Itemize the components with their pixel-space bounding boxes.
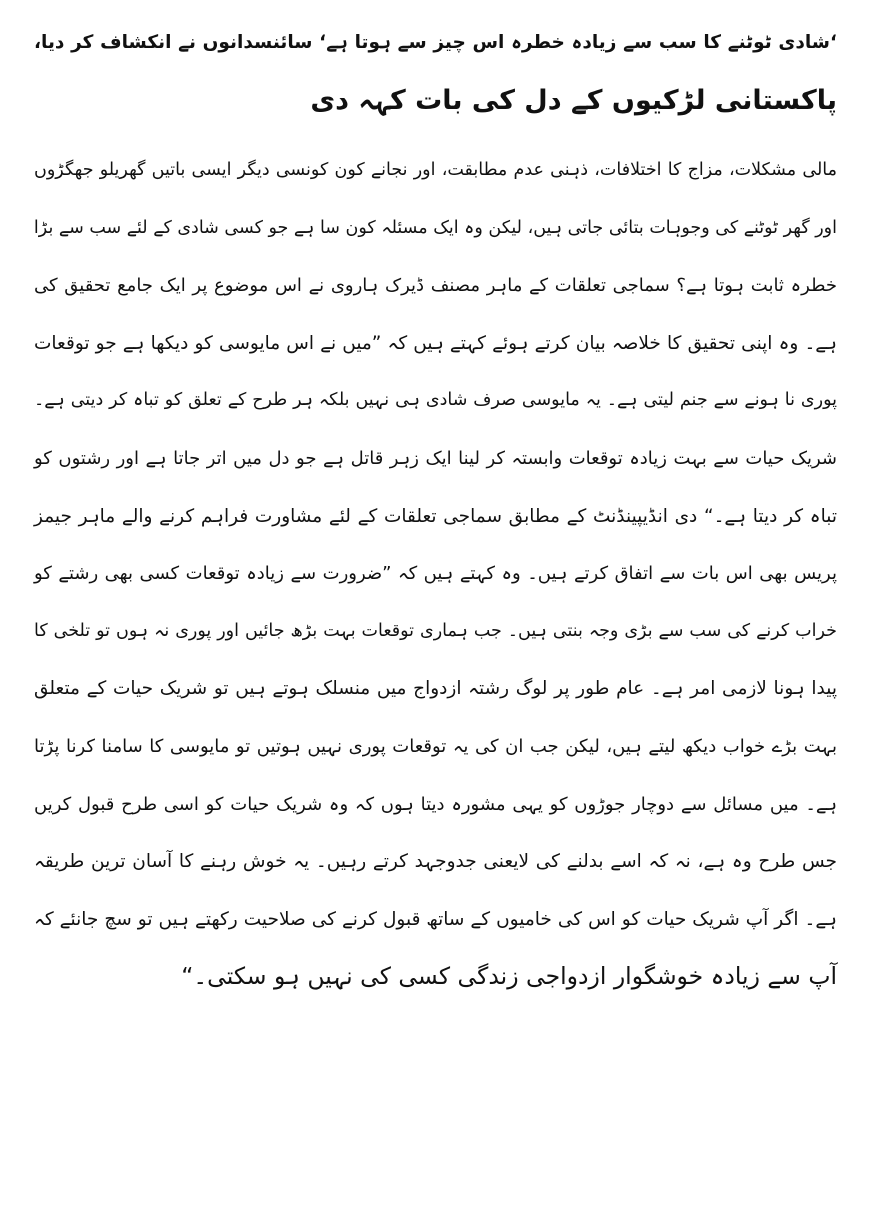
- body-line: بہت بڑے خواب دیکھ لیتے ہیں، لیکن جب ان کی یہ توقعات پوری نہیں ہوتیں تو مایوسی کا سامنا کرنا پڑتا: [34, 735, 837, 757]
- body-line: تباہ کر دیتا ہے۔“ دی انڈیپینڈنٹ کے مطابق سماجی تعلقات کے لئے مشاورت فراہم کرنے والے ماہر جیمز: [34, 505, 837, 527]
- article-body: [34, 142, 837, 1006]
- body-line: مالی مشکلات، مزاج کا اختلافات، ذہنی عدم مطابقت، اور نجانے کون کونسی دیگر ایسی باتیں گھریلو جھگڑوں: [34, 160, 837, 180]
- body-line: ہے۔ وہ اپنی تحقیق کا خلاصہ بیان کرتے ہوئے کہتے ہیں کہ ”میں نے اس مایوسی کو دیکھا ہے جو توقعات: [34, 332, 837, 354]
- body-line: ہے۔ اگر آپ شریک حیات کو اس کی خامیوں کے ساتھ قبول کرنے کی صلاحیت رکھتے ہیں تو سچ جانئے کہ: [34, 908, 837, 930]
- body-line: جس طرح وہ ہے، نہ کہ اسے بدلنے کی لایعنی جدوجہد کرتے رہیں۔ یہ خوش رہنے کا آسان ترین طریقہ: [34, 851, 837, 873]
- body-line: شریک حیات سے بہت زیادہ توقعات وابستہ کر لینا ایک زہر قاتل ہے جو دل میں اتر جاتا ہے اور رشتوں کو: [34, 447, 838, 469]
- headline-line: پاکستانی لڑکیوں کے دل کی بات کہہ دی: [310, 85, 837, 116]
- body-line: خراب کرنے کی سب سے بڑی وجہ بنتی ہیں۔ جب ہماری توقعات بہت بڑھ جائیں اور پوری نہ ہوں تو تلخی کا: [34, 620, 837, 641]
- body-line: خطرہ ثابت ہوتا ہے؟ سماجی تعلقات کے ماہر مصنف ڈیرک ہاروی نے اس موضوع پر ایک جامع تحقیق کی: [34, 275, 837, 297]
- headline-line: ‘شادی ٹوٹنے کا سب سے زیادہ خطرہ اس چیز سے ہوتا ہے‘ سائنسدانوں نے انکشاف کر دیا،: [34, 32, 837, 53]
- body-line: اور گھر ٹوٹنے کی وجوہات بتائی جاتی ہیں، لیکن وہ ایک مسئلہ کون سا ہے جو کسی شادی کے لئے سب سے بڑا: [33, 217, 837, 238]
- body-line: پریس بھی اس بات سے اتفاق کرتے ہیں۔ وہ کہتے ہیں کہ ”ضرورت سے زیادہ توقعات کسی بھی رشتے کو: [34, 563, 837, 585]
- body-line: پیدا ہونا لازمی امر ہے۔ عام طور پر لوگ رشتہ ازدواج میں منسلک ہوتے ہیں تو شریک حیات کے متعلق: [34, 678, 837, 700]
- body-line: پوری نا ہونے سے جنم لیتی ہے۔ یہ مایوسی صرف شادی ہی نہیں بلکہ ہر طرح کے تعلق کو تباہ کر دیتی ہے۔: [34, 390, 837, 411]
- article-headline: [34, 14, 837, 130]
- body-line: آپ سے زیادہ خوشگوار ازدواجی زندگی کسی کی نہیں ہو سکتی۔“: [181, 962, 837, 991]
- body-line: ہے۔ میں مسائل سے دوچار جوڑوں کو یہی مشورہ دیتا ہوں کہ وہ شریک حیات کو اسی طرح قبول کریں: [34, 793, 837, 815]
